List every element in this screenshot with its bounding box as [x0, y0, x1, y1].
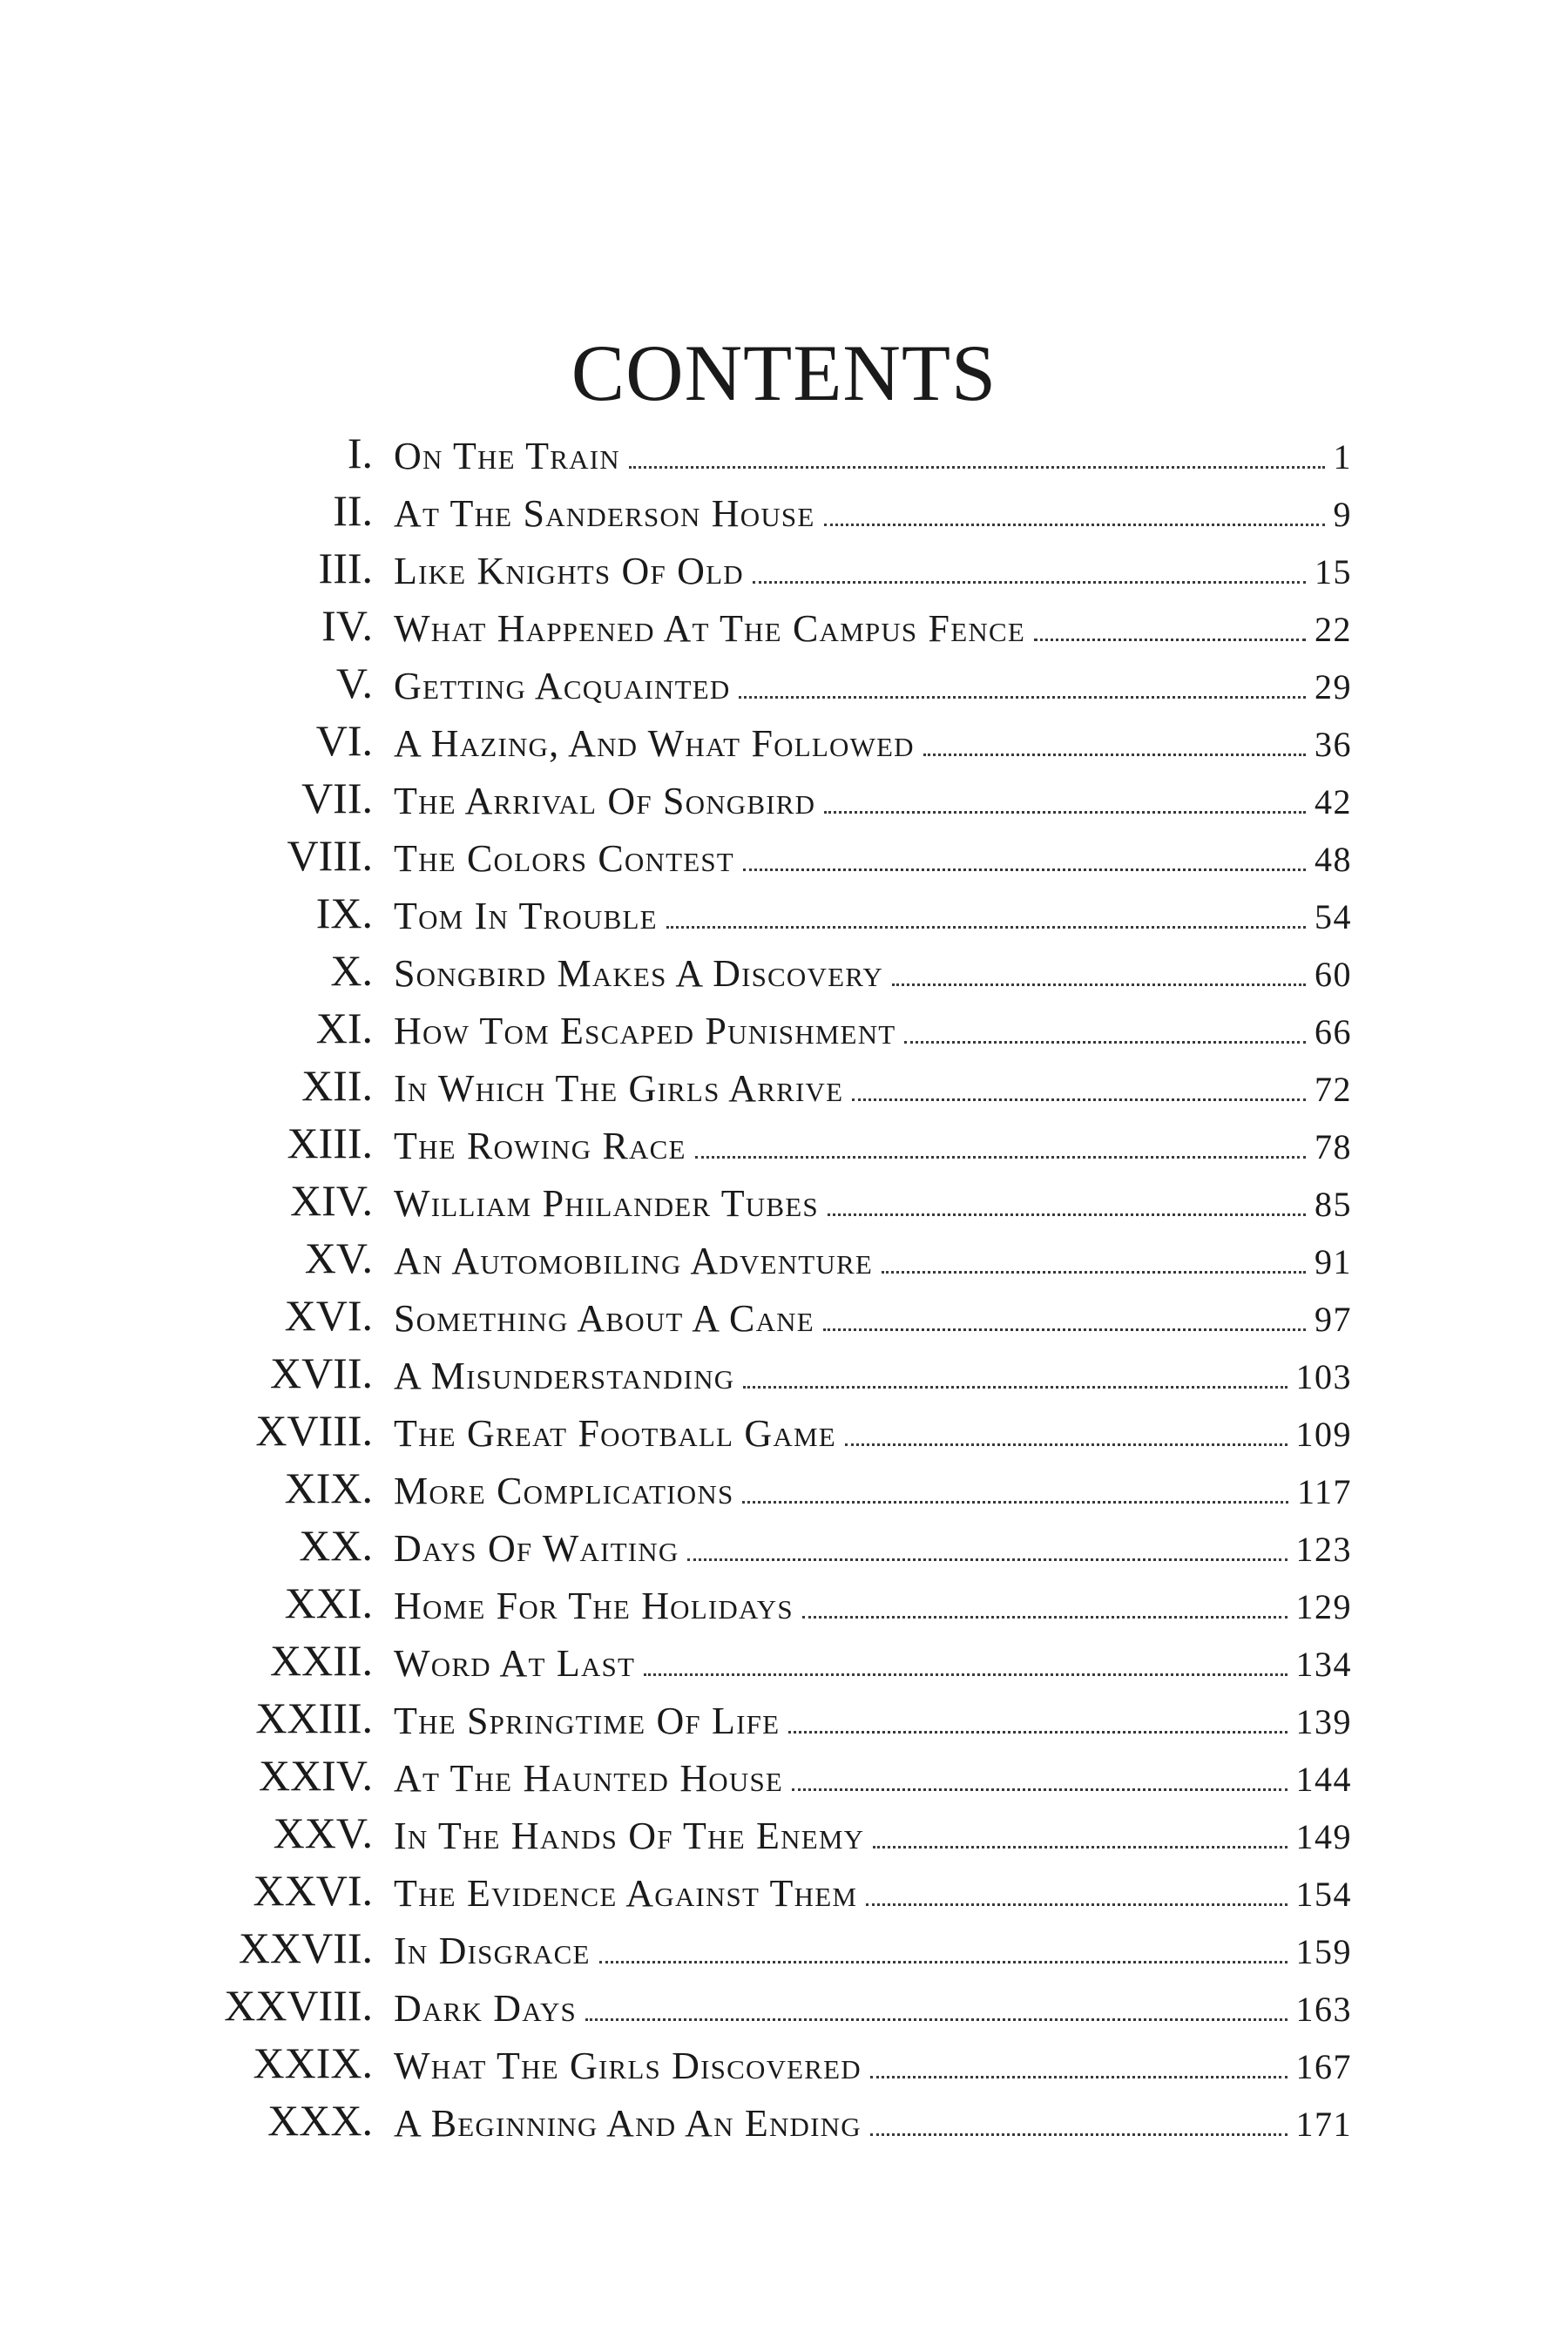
- chapter-number: V.: [335, 659, 373, 707]
- dot-leader: [585, 2018, 1288, 2021]
- page-number: 72: [1315, 1070, 1352, 1109]
- chapter-number: XVI.: [284, 1291, 373, 1340]
- page-number: 54: [1315, 897, 1352, 936]
- toc-entry[interactable]: [0, 772, 1568, 829]
- dot-leader: [644, 1673, 1287, 1676]
- chapter-title: The Rowing Race: [394, 1125, 686, 1167]
- toc-entry[interactable]: [0, 1749, 1568, 1807]
- chapter-number: II.: [333, 486, 373, 535]
- chapter-title: In Disgrace: [394, 1930, 591, 1972]
- chapter-title-line: [394, 1181, 1352, 1227]
- page-number: 154: [1295, 1875, 1352, 1914]
- toc-entry[interactable]: [0, 1692, 1568, 1749]
- page-number: 139: [1295, 1702, 1352, 1741]
- chapter-number: XVIII.: [255, 1406, 373, 1455]
- chapter-number: XIV.: [290, 1176, 373, 1225]
- chapter-title: At The Haunted House: [394, 1757, 784, 1800]
- page-number: 15: [1315, 552, 1352, 591]
- chapter-number: VI.: [315, 716, 373, 765]
- toc-entry[interactable]: [0, 1347, 1568, 1404]
- page-number: 60: [1315, 955, 1352, 994]
- dot-leader: [870, 2133, 1288, 2136]
- dot-leader: [892, 983, 1306, 986]
- chapter-number: XII.: [301, 1061, 373, 1110]
- toc-entry[interactable]: [0, 542, 1568, 599]
- chapter-title: An Automobiling Adventure: [394, 1240, 874, 1282]
- chapter-title-line: [394, 2044, 1352, 2090]
- chapter-title: Songbird Makes A Discovery: [394, 952, 883, 995]
- chapter-title: Getting Acquainted: [394, 665, 731, 707]
- dot-leader: [824, 811, 1306, 814]
- dot-leader: [743, 868, 1306, 871]
- chapter-title: A Beginning And An Ending: [394, 2102, 862, 2145]
- page-number: 129: [1295, 1587, 1352, 1626]
- page-number: 48: [1315, 840, 1352, 879]
- dot-leader: [870, 2076, 1288, 2078]
- dot-leader: [873, 1846, 1287, 1848]
- toc-entry[interactable]: [0, 944, 1568, 1002]
- table-of-contents: [0, 427, 1568, 2169]
- toc-entry[interactable]: [0, 714, 1568, 772]
- chapter-title-line: [394, 1124, 1352, 1170]
- page-title: CONTENTS: [571, 328, 997, 417]
- dot-leader: [923, 754, 1306, 756]
- toc-entry[interactable]: [0, 1174, 1568, 1232]
- chapter-title-line: [394, 1641, 1352, 1687]
- chapter-title-line: [394, 1066, 1352, 1112]
- chapter-title-line: [394, 664, 1352, 710]
- dot-leader: [852, 1098, 1306, 1101]
- chapter-title-line: [394, 1699, 1352, 1745]
- toc-entry[interactable]: [0, 1289, 1568, 1347]
- page-number: 66: [1315, 1012, 1352, 1051]
- chapter-number: XXIV.: [258, 1751, 373, 1800]
- chapter-title: The Evidence Against Them: [394, 1872, 858, 1915]
- page-number: 109: [1295, 1415, 1352, 1454]
- chapter-number: XVII.: [269, 1348, 373, 1397]
- chapter-number: XXII.: [269, 1636, 373, 1685]
- toc-entry[interactable]: [0, 1807, 1568, 1864]
- chapter-title-line: [394, 491, 1352, 537]
- toc-entry[interactable]: [0, 1519, 1568, 1577]
- chapter-title: The Great Football Game: [394, 1412, 836, 1455]
- dot-leader: [695, 1156, 1306, 1159]
- page-number: 163: [1295, 1990, 1352, 2029]
- chapter-title-line: [394, 1009, 1352, 1055]
- chapter-number: XI.: [315, 1004, 373, 1052]
- chapter-number: XIII.: [287, 1119, 373, 1167]
- dot-leader: [666, 926, 1306, 929]
- chapter-title-line: [394, 1929, 1352, 1975]
- dot-leader: [753, 581, 1306, 584]
- chapter-number: I.: [347, 429, 373, 477]
- chapter-title-line: [394, 1526, 1352, 1572]
- toc-entry[interactable]: [0, 657, 1568, 714]
- toc-entry[interactable]: [0, 1577, 1568, 1634]
- chapter-title: The Springtime Of Life: [394, 1700, 781, 1742]
- dot-leader: [802, 1616, 1288, 1619]
- chapter-number: XX.: [299, 1521, 373, 1570]
- page-number: 123: [1295, 1530, 1352, 1569]
- toc-entry[interactable]: [0, 1117, 1568, 1174]
- page-number: 159: [1295, 1932, 1352, 1971]
- chapter-number: VIII.: [287, 831, 373, 880]
- toc-entry[interactable]: [0, 484, 1568, 542]
- chapter-title: A Misunderstanding: [394, 1355, 735, 1397]
- chapter-title-line: [394, 1756, 1352, 1802]
- dot-leader: [828, 1213, 1306, 1216]
- chapter-number: XXV.: [273, 1808, 373, 1857]
- toc-entry[interactable]: [0, 887, 1568, 944]
- chapter-title: A Hazing, And What Followed: [394, 722, 915, 765]
- chapter-number: XXX.: [267, 2096, 373, 2145]
- page-number: 22: [1315, 610, 1352, 649]
- page-number: 171: [1295, 2105, 1352, 2144]
- chapter-title-line: [394, 836, 1352, 882]
- dot-leader: [599, 1961, 1288, 1963]
- chapter-title: Like Knights Of Old: [394, 550, 744, 592]
- chapter-number: XXIX.: [253, 2038, 373, 2087]
- chapter-title-line: [394, 1354, 1352, 1400]
- chapter-number: XXVIII.: [224, 1981, 373, 2030]
- toc-entry[interactable]: [0, 1462, 1568, 1519]
- chapter-title: In Which The Girls Arrive: [394, 1067, 844, 1110]
- chapter-title-line: [394, 894, 1352, 940]
- toc-entry[interactable]: [0, 1864, 1568, 1922]
- page-number: 103: [1295, 1357, 1352, 1396]
- chapter-title-line: [394, 779, 1352, 825]
- page-number: 134: [1295, 1645, 1352, 1684]
- chapter-title-line: [394, 606, 1352, 652]
- dot-leader: [845, 1443, 1288, 1446]
- chapter-title-line: [394, 1296, 1352, 1342]
- chapter-title: Days Of Waiting: [394, 1527, 679, 1570]
- dot-leader: [866, 1903, 1287, 1906]
- chapter-number: IX.: [315, 889, 373, 937]
- chapter-number: VII.: [301, 774, 373, 822]
- chapter-title-line: [394, 1986, 1352, 2032]
- chapter-title-line: [394, 1411, 1352, 1457]
- dot-leader: [823, 1328, 1306, 1331]
- chapter-title: In The Hands Of The Enemy: [394, 1815, 865, 1857]
- chapter-title: What The Girls Discovered: [394, 2044, 862, 2087]
- page-number: 167: [1295, 2047, 1352, 2086]
- chapter-number: III.: [318, 544, 373, 592]
- page-number: 144: [1295, 1760, 1352, 1799]
- chapter-title: Something About A Cane: [394, 1297, 814, 1340]
- dot-leader: [629, 466, 1325, 469]
- page-number: 9: [1333, 495, 1352, 534]
- chapter-title-line: [394, 434, 1352, 480]
- chapter-title: Word At Last: [394, 1642, 636, 1685]
- page-number: 42: [1315, 782, 1352, 821]
- dot-leader: [882, 1271, 1306, 1274]
- chapter-number: XIX.: [284, 1463, 373, 1512]
- chapter-title-line: [394, 951, 1352, 997]
- toc-entry[interactable]: [0, 2094, 1568, 2152]
- chapter-title-line: [394, 549, 1352, 595]
- page-number: 78: [1315, 1127, 1352, 1166]
- chapter-number: XXVI.: [253, 1866, 373, 1915]
- toc-entry[interactable]: [0, 1232, 1568, 1289]
- dot-leader: [788, 1731, 1287, 1734]
- toc-entry[interactable]: [0, 1922, 1568, 1979]
- toc-entry[interactable]: [0, 1002, 1568, 1059]
- dot-leader: [1034, 639, 1306, 641]
- chapter-number: XXIII.: [255, 1693, 373, 1742]
- chapter-title: Dark Days: [394, 1987, 577, 2030]
- dot-leader: [792, 1788, 1287, 1791]
- toc-entry[interactable]: [0, 1404, 1568, 1462]
- toc-entry[interactable]: [0, 427, 1568, 484]
- chapter-number: IV.: [321, 601, 373, 650]
- toc-entry[interactable]: [0, 1059, 1568, 1117]
- chapter-title-line: [394, 721, 1352, 767]
- chapter-title-line: [394, 2101, 1352, 2147]
- chapter-title: Home For The Holidays: [394, 1585, 794, 1627]
- page-number: 1: [1333, 437, 1352, 476]
- chapter-title: The Arrival Of Songbird: [394, 780, 816, 822]
- chapter-number: X.: [330, 946, 373, 995]
- toc-entry[interactable]: [0, 599, 1568, 657]
- chapter-title: Tom In Trouble: [394, 895, 658, 937]
- toc-entry[interactable]: [0, 829, 1568, 887]
- chapter-title: On The Train: [394, 435, 620, 477]
- chapter-title: How Tom Escaped Punishment: [394, 1010, 896, 1052]
- chapter-title-line: [394, 1239, 1352, 1285]
- page-number: 97: [1315, 1300, 1352, 1339]
- chapter-number: XV.: [304, 1233, 373, 1282]
- page-number: 149: [1295, 1817, 1352, 1856]
- dot-leader: [742, 1501, 1288, 1504]
- toc-entry[interactable]: [0, 1634, 1568, 1692]
- chapter-number: XXVII.: [238, 1923, 373, 1972]
- toc-entry[interactable]: [0, 1979, 1568, 2037]
- toc-entry[interactable]: [0, 2037, 1568, 2094]
- dot-leader: [739, 696, 1306, 699]
- chapter-title-line: [394, 1584, 1352, 1630]
- chapter-title: The Colors Contest: [394, 837, 734, 880]
- dot-leader: [904, 1041, 1306, 1044]
- dot-leader: [687, 1558, 1287, 1561]
- chapter-title: More Complications: [394, 1470, 734, 1512]
- page-number: 117: [1296, 1472, 1352, 1511]
- chapter-title-line: [394, 1814, 1352, 1860]
- page-number: 85: [1315, 1185, 1352, 1224]
- dot-leader: [743, 1386, 1287, 1389]
- chapter-title: At The Sanderson House: [394, 492, 815, 535]
- page-number: 36: [1315, 725, 1352, 764]
- chapter-title-line: [394, 1469, 1352, 1515]
- chapter-title: What Happened At The Campus Fence: [394, 607, 1025, 650]
- chapter-number: XXI.: [284, 1578, 373, 1627]
- page-number: 29: [1315, 667, 1352, 706]
- dot-leader: [824, 524, 1325, 526]
- chapter-title: William Philander Tubes: [394, 1182, 819, 1225]
- chapter-title-line: [394, 1871, 1352, 1917]
- page-number: 91: [1315, 1242, 1352, 1281]
